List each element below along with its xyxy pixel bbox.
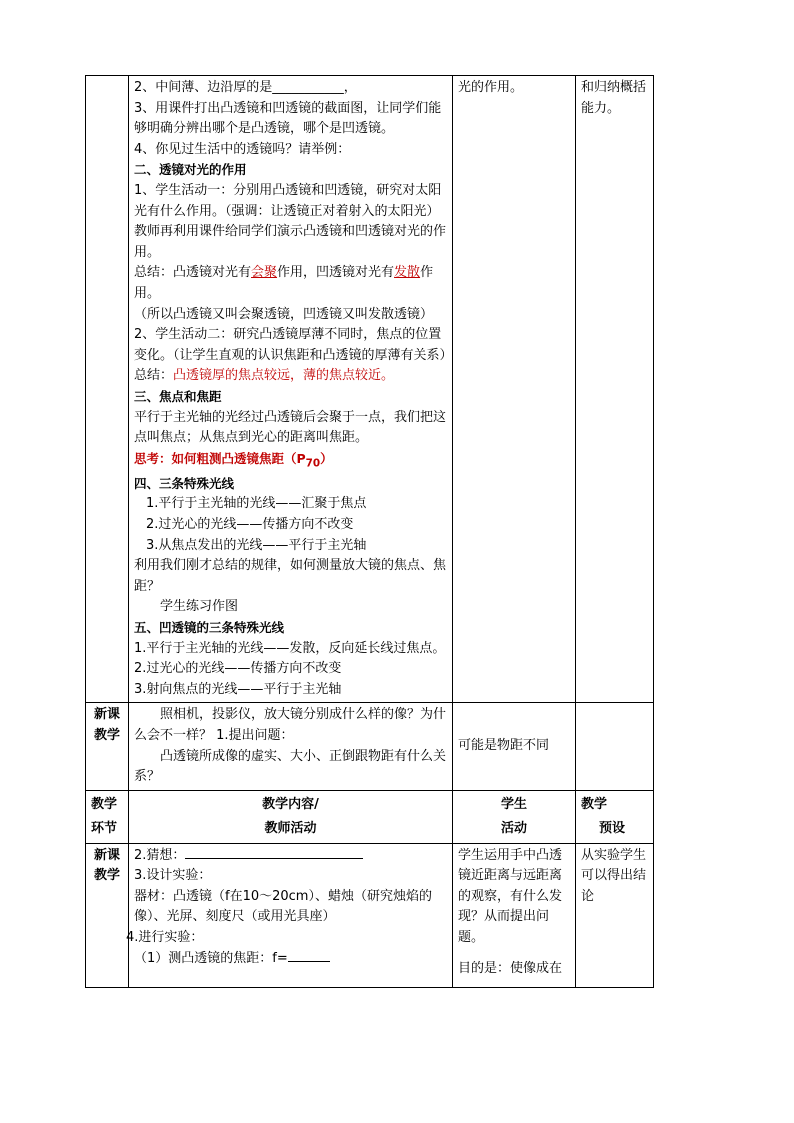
teaching-content-cell <box>129 703 453 790</box>
content-line: 4、你见过生活中的透镜吗？请举例： <box>134 141 351 157</box>
problem-statement: 凸透镜所成像的虚实、大小、正倒跟物距有什么关系？ <box>134 748 447 785</box>
teaching-goal-cell: 和归纳概括能力。 <box>576 76 654 703</box>
ray-rule: 2.过光心的光线——传播方向不改变 <box>146 516 354 532</box>
summary-two <box>134 366 447 387</box>
think-text: ） <box>320 450 333 466</box>
section-title: 五、凹透镜的三条特殊光线 <box>134 619 285 635</box>
converge-word: 会聚 <box>251 265 278 281</box>
focus-definition: 平行于主光轴的光经过凸透镜后会聚于一点，我们把这点叫焦点；从焦点到光心的距离叫焦距。 <box>134 409 447 446</box>
header-stage: 教学环节 <box>86 790 129 843</box>
imaging-question: 照相机，投影仪，放大镜分别成什么样的像？为什么会不一样？ 1.提出问题： <box>134 707 447 743</box>
teaching-goal-cell <box>576 703 654 790</box>
teacher-demo: 教师再利用课件给同学们演示凸透镜和凹透镜对光的作用。 <box>134 224 447 260</box>
concave-ray-rule: 2.过光心的光线——传播方向不改变 <box>134 661 342 677</box>
teaching-content-cell <box>126 843 453 987</box>
student-activity-cell: 可能是物距不同 <box>453 703 576 790</box>
measure-line <box>134 949 447 970</box>
summary-text: 总结：凸透镜对光有 <box>134 265 252 281</box>
ray-rule: 1.平行于主光轴的光线——汇聚于焦点 <box>146 496 367 512</box>
concave-ray-rule: 1.平行于主光轴的光线——发散，反向延长线过焦点。 <box>134 640 446 656</box>
header-content <box>129 790 453 843</box>
focal-blank <box>288 961 330 962</box>
content-row-lens-light <box>86 76 654 703</box>
magnifier-question: 利用我们刚才总结的规律，如何测量放大镜的焦点、焦距？ <box>134 558 447 594</box>
student-observation: 学生运用手中凸透镜近距离与远距离的观察，有什么发现？从而提出问题。 <box>458 847 563 946</box>
content-line: 2、中间薄、边沿厚的是___________， <box>134 80 357 95</box>
experiment-line: 4.进行实验： <box>126 930 204 946</box>
page-subscript: 70 <box>305 457 321 470</box>
header-plan-line: 教学 <box>581 796 608 812</box>
header-content-line: 教学内容/ <box>262 796 319 812</box>
summary-note: （所以凸透镜又叫会聚透镜，凹透镜又叫发散透镜） <box>134 306 434 322</box>
summary-label: 总结： <box>134 368 174 384</box>
activity-two: 2、学生活动二：研究凸透镜厚薄不同时，焦点的位置变化。（让学生直观的认识焦距和凸透镜的厚薄有关系） <box>134 327 453 363</box>
section-title: 二、透镜对光的作用 <box>134 162 247 178</box>
teaching-goal-cell: 从实验学生可以得出结论 <box>576 843 654 987</box>
ray-rule: 3.从焦点发出的光线——平行于主光轴 <box>146 537 367 553</box>
activity-one: 1、学生活动一：分别用凸透镜和凹透镜，研究对太阳光有什么作用。（强调：让透镜正对着射入的太阳光） <box>134 182 442 219</box>
summary-highlight: 凸透镜厚的焦点较远，薄的焦点较近。 <box>173 368 395 384</box>
guess-line <box>134 846 447 867</box>
stage-cell: 新课教学 <box>86 703 129 790</box>
think-text: 思考：如何粗测凸透镜焦距（P <box>134 450 306 466</box>
header-plan <box>576 790 654 843</box>
lesson-plan-table <box>85 75 654 988</box>
design-line: 3.设计实验： <box>134 868 212 884</box>
header-content-line: 教师活动 <box>264 820 317 836</box>
header-row <box>86 790 654 843</box>
student-activity-cell: 光的作用。 <box>453 76 576 703</box>
concave-ray-rule: 3.射向焦点的光线——平行于主光轴 <box>134 681 342 697</box>
header-student-line: 学生 <box>500 796 527 812</box>
summary-one <box>134 263 447 304</box>
student-purpose: 目的是：使像成在 <box>458 960 563 976</box>
section-title: 四、三条特殊光线 <box>134 475 235 491</box>
summary-text: 作用。 <box>134 265 434 301</box>
header-student <box>453 790 576 843</box>
content-line: 3、用课件打出凸透镜和凹透镜的截面图，让同学们能够明确分辨出哪个是凸透镜，哪个是凹透镜。 <box>134 100 442 137</box>
practice-note: 学生练习作图 <box>160 599 239 615</box>
measure-label: （1）测凸透镜的焦距：f= <box>134 950 288 966</box>
header-student-line: 活动 <box>500 820 527 836</box>
guess-label: 2.猜想： <box>134 847 186 863</box>
guess-blank <box>185 858 363 859</box>
student-activity-cell <box>453 843 576 987</box>
summary-text: 作用，凹透镜对光有 <box>277 265 395 281</box>
content-row-imaging-question <box>86 703 654 790</box>
stage-cell <box>86 76 129 703</box>
content-row-experiment <box>86 843 654 987</box>
think-question <box>134 449 447 474</box>
teaching-content-cell <box>129 76 453 703</box>
diverge-word: 发散 <box>394 265 421 281</box>
header-plan-line: 预设 <box>599 820 626 836</box>
stage-cell: 新课教学 <box>86 843 129 987</box>
section-title: 三、焦点和焦距 <box>134 388 222 404</box>
materials-line: 器材：凸透镜（f在10～20cm）、蜡烛（研究烛焰的像）、光屏、刻度尺（或用光具座） <box>134 888 432 925</box>
